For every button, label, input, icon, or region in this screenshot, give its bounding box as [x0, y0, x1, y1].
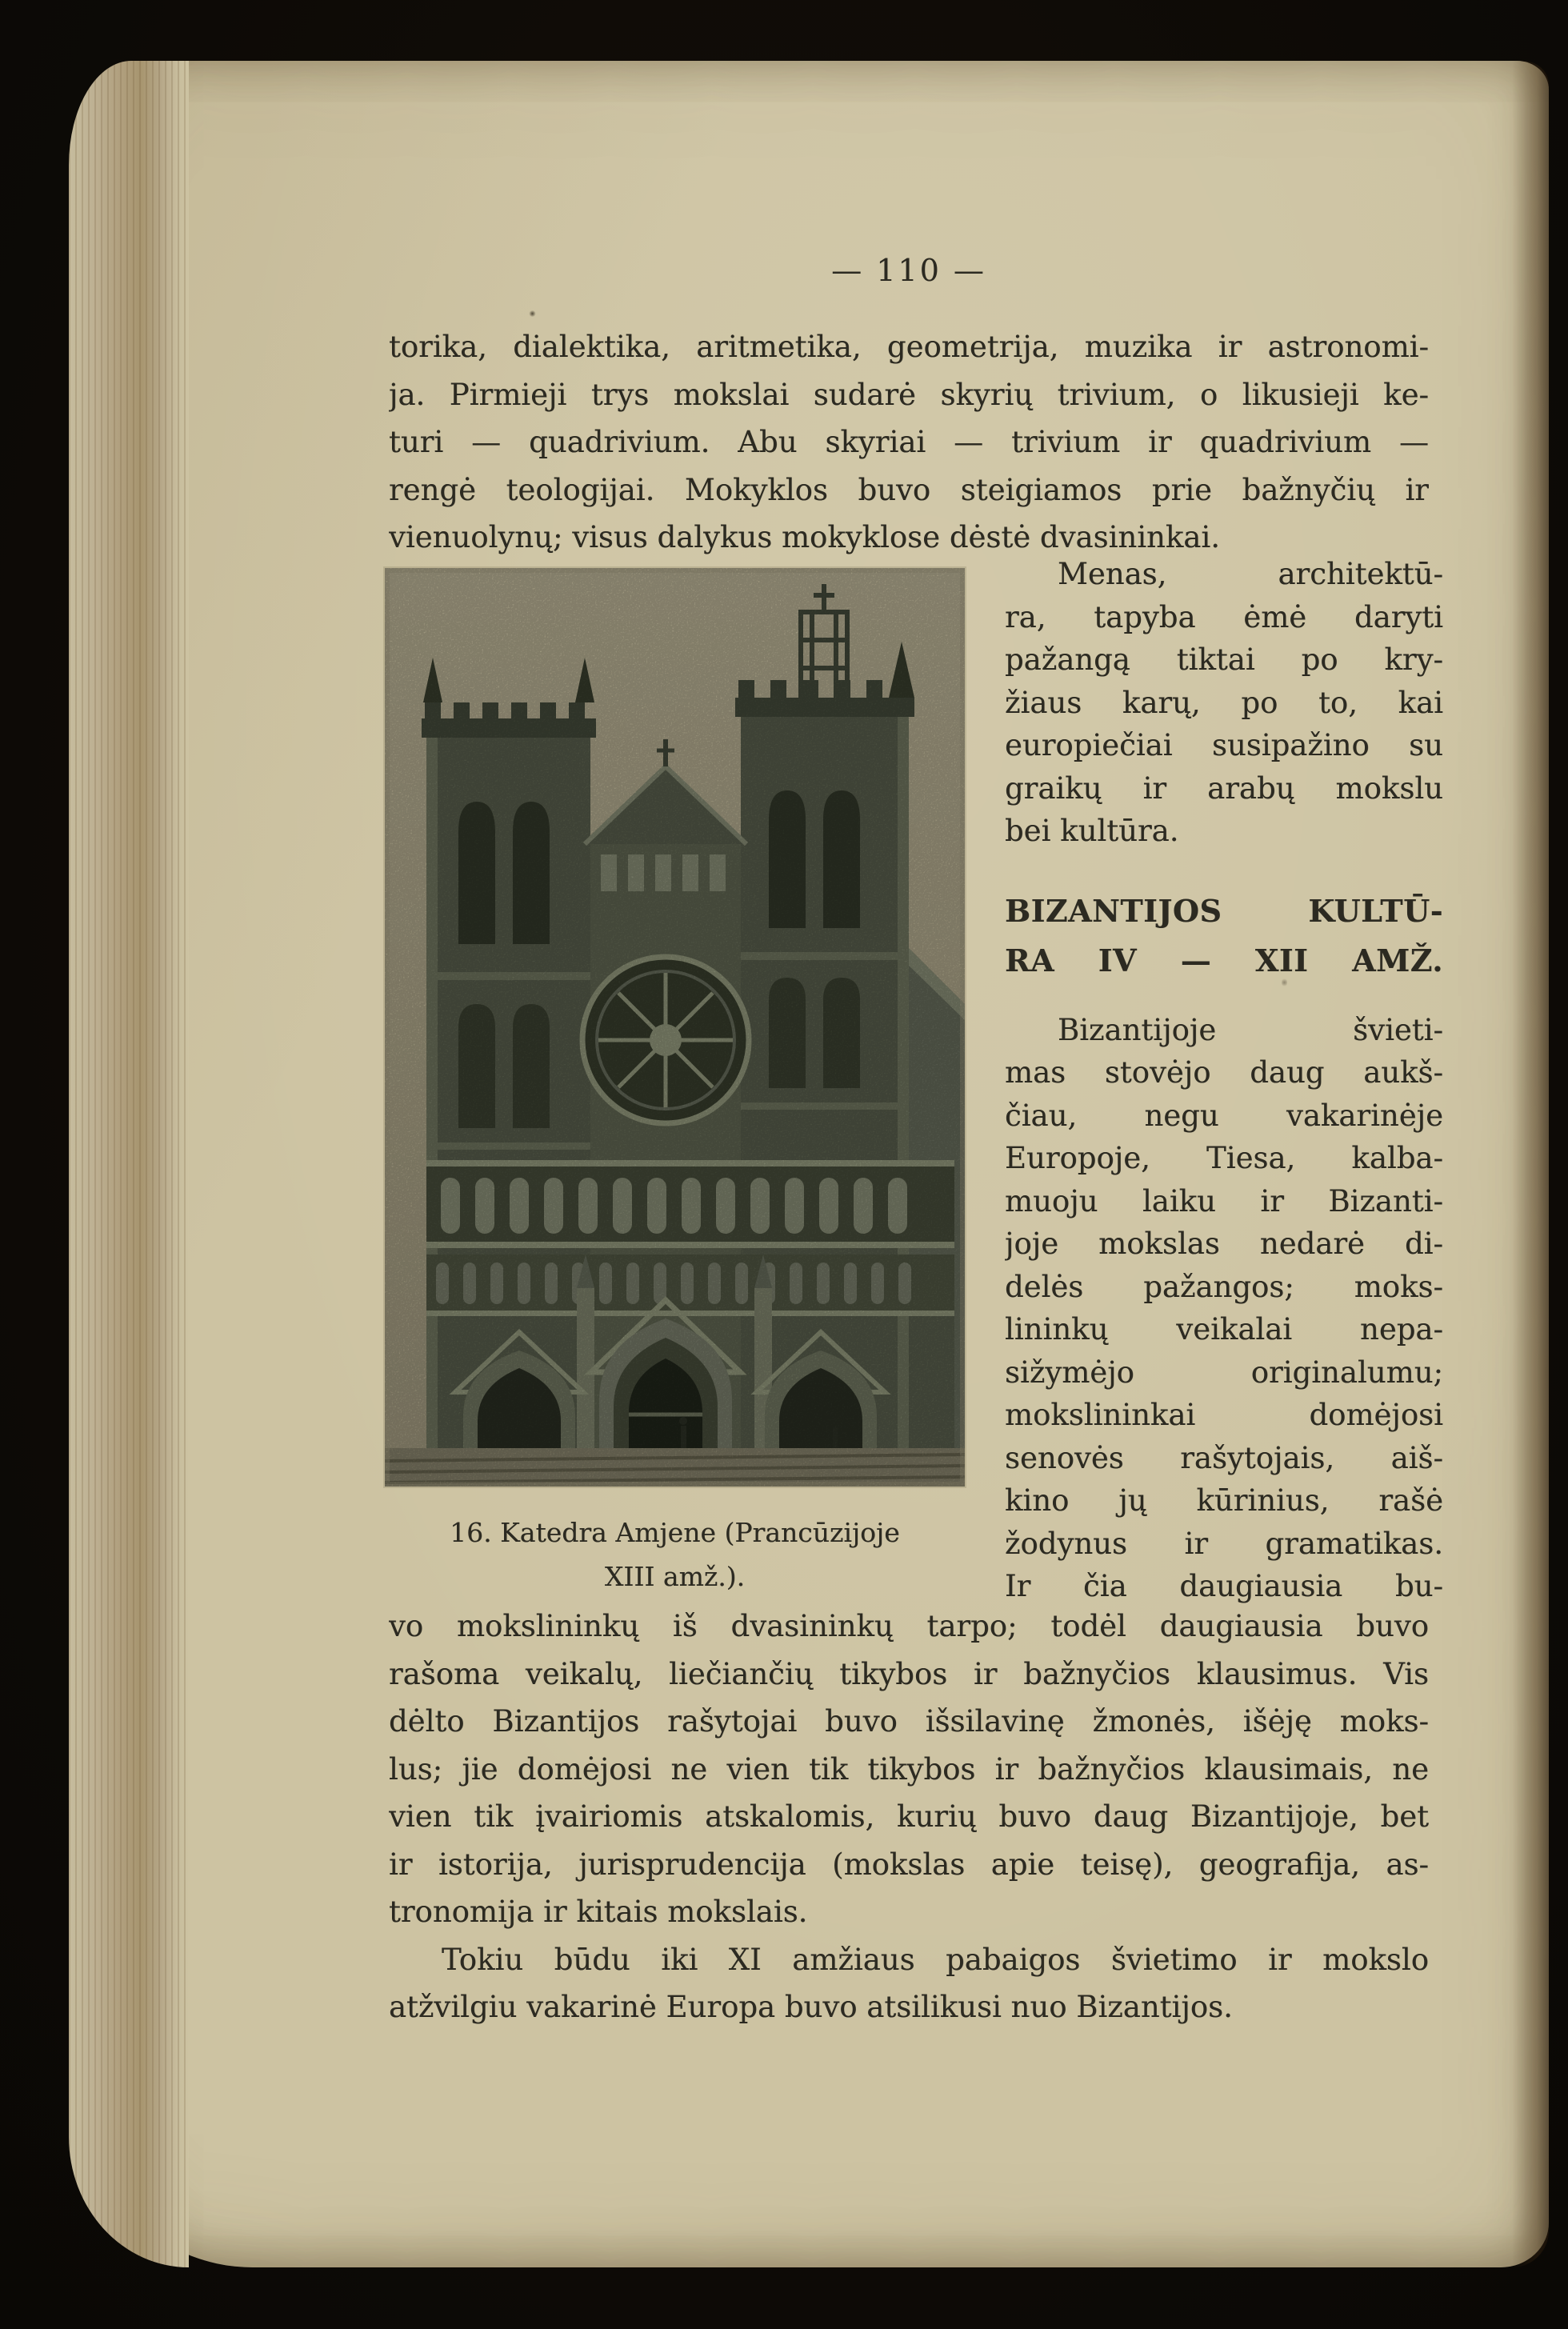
text-line: mokslininkai domėjosi — [1005, 1398, 1443, 1432]
text-line: vo mokslininkų iš dvasininkų tarpo; todėl daugiausia buvo — [389, 1609, 1429, 1643]
text-line: torika, dialektika, aritmetika, geometrija, muzika ir astronomi- — [389, 330, 1429, 364]
text-line: joje mokslas nedarė di- — [1005, 1227, 1443, 1261]
page-number: — 110 — — [831, 253, 986, 288]
book-page — [69, 61, 1549, 2267]
text-line: ir istorija, jurisprudencija (mokslas apie teisę), geografija, as- — [389, 1847, 1429, 1882]
text-line: BIZANTIJOS KULTŪ- — [1005, 892, 1443, 929]
closing-paragraph — [389, 1936, 1429, 2031]
text-line: žodynus ir gramatikas. — [1005, 1526, 1443, 1561]
text-line: senovės rašytojais, aiš- — [1005, 1440, 1443, 1475]
section-heading — [1005, 886, 1443, 986]
text-line: kino jų kūrinius, rašė — [1005, 1483, 1443, 1518]
text-line: rengė teologijai. Mokyklos buvo steigiamos prie bažnyčių ir — [389, 472, 1429, 507]
text-line: pažangą tiktai po kry- — [1005, 642, 1443, 677]
text-line: europiečiai susipažino su — [1005, 728, 1443, 762]
cathedral-photo — [385, 568, 965, 1487]
text-line: lininkų veikalai nepa- — [1005, 1312, 1443, 1347]
text-line: rašoma veikalų, liečiančių tikybos ir bažnyčios klausimus. Vis — [389, 1656, 1429, 1691]
intro-paragraph — [389, 323, 1429, 562]
figure-caption — [385, 1511, 965, 1599]
text-line: XIII amž.). — [604, 1561, 746, 1592]
figure — [385, 568, 965, 1599]
text-line: tronomija ir kitais mokslais. — [389, 1895, 808, 1929]
page-edges-texture — [69, 61, 189, 2267]
text-line: bei kultūra. — [1005, 814, 1179, 848]
text-line: Europoje, Tiesa, kalba- — [1005, 1141, 1443, 1175]
text-line: mas stovėjo daug aukš- — [1005, 1055, 1443, 1090]
text-line: lus; jie domėjosi ne vien tik tikybos ir bažnyčios klausimais, ne — [389, 1751, 1429, 1787]
cathedral-illustration — [385, 568, 965, 1487]
text-line: Bizantijoje švieti- — [1058, 1012, 1443, 1047]
page-curl-shadow — [1512, 61, 1549, 2267]
ink-speck — [529, 310, 536, 317]
text-line: Ir čia daugiausia bu- — [1005, 1569, 1443, 1603]
text-line: vienuolynų; visus dalykus mokyklose dėstė dvasininkai. — [389, 520, 1220, 554]
byzantium-paragraph — [1005, 1009, 1443, 1608]
bottom-text — [389, 1603, 1429, 2031]
text-line: Menas, architektū- — [1058, 557, 1443, 591]
text-line: graikų ir arabų mokslu — [1005, 770, 1443, 806]
text-line: vien tik įvairiomis atskalomis, kurių buvo daug Bizantijoje, bet — [389, 1799, 1429, 1834]
text-line: ra, tapyba ėmė daryti — [1005, 599, 1443, 634]
text-line: čiau, negu vakarinėje — [1005, 1098, 1443, 1133]
art-paragraph — [1005, 553, 1443, 853]
text-line: Tokiu būdu iki XI amžiaus pabaigos švietimo ir mokslo — [442, 1942, 1429, 1977]
text-line: RA IV — XII AMŽ. — [1005, 942, 1443, 978]
right-column — [1005, 553, 1443, 1608]
body-paragraph — [389, 1603, 1429, 1936]
text-line: ja. Pirmieji trys mokslai sudarė skyrių trivium, o likusieji ke- — [389, 377, 1429, 412]
text-line: 16. Katedra Amjene (Prancūzijoje — [450, 1517, 900, 1548]
text-line: dėlto Bizantijos rašytojai buvo išsilavinę žmonės, išėję moks- — [389, 1704, 1429, 1739]
text-line: turi — quadrivium. Abu skyriai — trivium ir quadrivium — — [389, 425, 1429, 459]
text-line: delės pažangos; moks- — [1005, 1269, 1443, 1304]
text-line: atžvilgiu vakarinė Europa buvo atsilikusi nuo Bizantijos. — [389, 1990, 1233, 2024]
text-line: muoju laiku ir Bizanti- — [1005, 1183, 1443, 1219]
text-line: žiaus karų, po to, kai — [1005, 685, 1443, 720]
text-line: sižymėjo originalumu; — [1005, 1355, 1443, 1390]
